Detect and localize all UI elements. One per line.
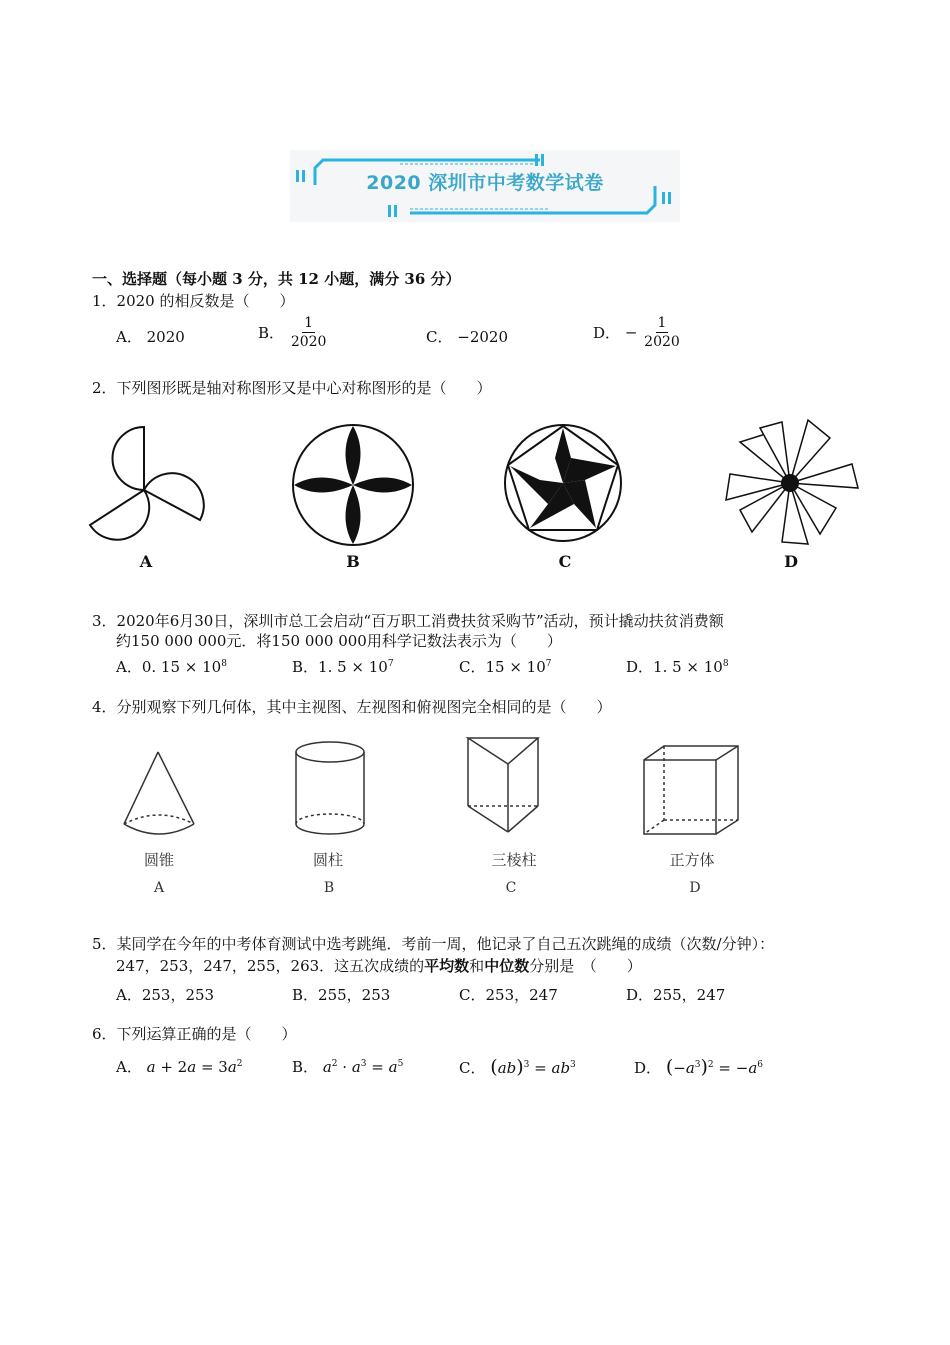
q4-stem: 4．分别观察下列几何体，其中主视图、左视图和俯视图完全相同的是（ ）: [92, 698, 612, 716]
q3-b-exp: 7: [387, 659, 394, 669]
q3-d-exp: 8: [722, 659, 729, 669]
q4-cylinder-figure[interactable]: [292, 740, 368, 838]
q6-option-c[interactable]: [459, 1056, 576, 1078]
q6-a-label: A．: [116, 1058, 142, 1076]
q1-option-b[interactable]: [258, 314, 328, 351]
q3-stem-line2: 约150 000 000元．将150 000 000用科学记数法表示为（ ）: [116, 632, 562, 650]
q4-label-b: B: [323, 880, 335, 896]
q1-stem: 1．2020 的相反数是（ ）: [92, 292, 295, 310]
q1-a-value: 2020: [146, 328, 185, 346]
q3-option-b[interactable]: [292, 656, 394, 677]
q1-option-d[interactable]: [593, 314, 682, 351]
q3-b-base: 1. 5 × 10: [318, 658, 388, 676]
q6-b-expr: $a^2 \cdot a^3 = a^5$: [322, 1058, 404, 1076]
q3-stem-line1: 3．2020年6月30日，深圳市总工会启动“百万职工消费扶贫采购节”活动，预计撬动扶贫消费额: [92, 612, 724, 630]
q4-cube-figure[interactable]: [640, 742, 744, 838]
q2-label-a: A: [139, 552, 153, 571]
q4-label-a: A: [153, 880, 165, 896]
q1-d-sign: −: [624, 323, 638, 342]
q1-d-label: D．: [593, 324, 621, 342]
q3-b-label: B．: [292, 658, 319, 676]
q4-shape-prism: 三棱柱: [491, 851, 537, 869]
q1-d-numerator: 1: [657, 315, 667, 331]
q4-shape-cube: 正方体: [669, 851, 715, 869]
page-title: 2020 深圳市中考数学试卷: [366, 172, 604, 194]
q5-option-a[interactable]: A．253，253: [116, 986, 215, 1004]
q1-c-value: −2020: [457, 328, 509, 346]
section-heading: 一、选择题（每小题 3 分，共 12 小题，满分 36 分）: [92, 270, 461, 288]
q3-d-base: 1. 5 × 10: [653, 658, 723, 676]
q2-label-b: B: [346, 552, 360, 571]
q5-option-b[interactable]: B．255，253: [292, 986, 391, 1004]
q6-d-expr: $(-a^3)^2 = -a^6$: [665, 1056, 764, 1078]
q3-c-base: 15 × 10: [485, 658, 546, 676]
q5-stem-line1: 5．某同学在今年的中考体育测试中选考跳绳．考前一周，他记录了自己五次跳绳的成绩（次数/分钟）：: [92, 935, 775, 953]
q3-d-label: D．: [626, 658, 654, 676]
q1-b-label: B．: [258, 324, 285, 342]
q3-c-exp: 7: [545, 659, 552, 669]
q6-c-label: C．: [459, 1059, 486, 1077]
q5-stem-pre: 247，253，247，255，263．这五次成绩的: [116, 957, 425, 975]
q2-label-c: C: [558, 552, 572, 571]
q6-a-expr: $a + 2a = 3a^2$: [146, 1058, 243, 1076]
q6-c-expr: $(ab)^3 = ab^3$: [490, 1056, 576, 1078]
q1-b-denominator: 2020: [290, 334, 327, 350]
q5-stem-line2: [116, 956, 642, 976]
q6-d-label: D．: [634, 1059, 662, 1077]
q3-option-d[interactable]: [626, 656, 729, 677]
q1-b-numerator: 1: [304, 315, 314, 331]
q2-figure-d[interactable]: [724, 416, 860, 550]
q3-option-c[interactable]: [459, 656, 552, 677]
q4-shape-cylinder: 圆柱: [312, 851, 343, 869]
q1-a-label: A．: [116, 328, 142, 346]
q6-stem: 6．下列运算正确的是（ ）: [92, 1025, 297, 1043]
q1-c-label: C．: [426, 328, 453, 346]
q4-label-c: C: [505, 880, 517, 896]
q1-b-fraction: [289, 314, 329, 351]
q3-a-base: 0. 15 × 10: [141, 658, 222, 676]
q3-option-a[interactable]: [116, 656, 227, 677]
q2-label-d: D: [784, 552, 798, 571]
q5-option-c[interactable]: C．253，247: [459, 986, 558, 1004]
q4-label-d: D: [689, 880, 701, 896]
q6-option-d[interactable]: [634, 1056, 763, 1078]
q3-a-label: A．: [116, 658, 142, 676]
q6-b-label: B．: [292, 1058, 319, 1076]
q6-option-b[interactable]: [292, 1056, 403, 1077]
q2-figure-b[interactable]: [290, 422, 416, 548]
q2-stem: 2．下列图形既是轴对称图形又是中心对称图形的是（ ）: [92, 379, 492, 397]
q5-option-d[interactable]: D．255，247: [626, 986, 726, 1004]
q3-a-exp: 8: [221, 659, 227, 669]
q5-stem-post: 分别是 （ ）: [529, 957, 642, 975]
q1-d-fraction: [642, 314, 682, 351]
q4-prism-figure[interactable]: [464, 734, 542, 838]
q6-option-a[interactable]: [116, 1056, 243, 1077]
q1-option-c[interactable]: [426, 326, 508, 347]
q5-stem-mid: 和: [469, 957, 485, 975]
q5-emph-mean: 平均数: [424, 957, 470, 975]
q2-figure-c[interactable]: [502, 422, 624, 544]
q2-figure-a[interactable]: [86, 422, 211, 544]
q5-emph-median: 中位数: [484, 957, 530, 975]
q4-shape-cone: 圆锥: [143, 851, 174, 869]
q4-cone-figure[interactable]: [120, 748, 198, 840]
q1-option-a[interactable]: [116, 326, 185, 347]
q3-c-label: C．: [459, 658, 486, 676]
q1-d-denominator: 2020: [644, 334, 680, 350]
